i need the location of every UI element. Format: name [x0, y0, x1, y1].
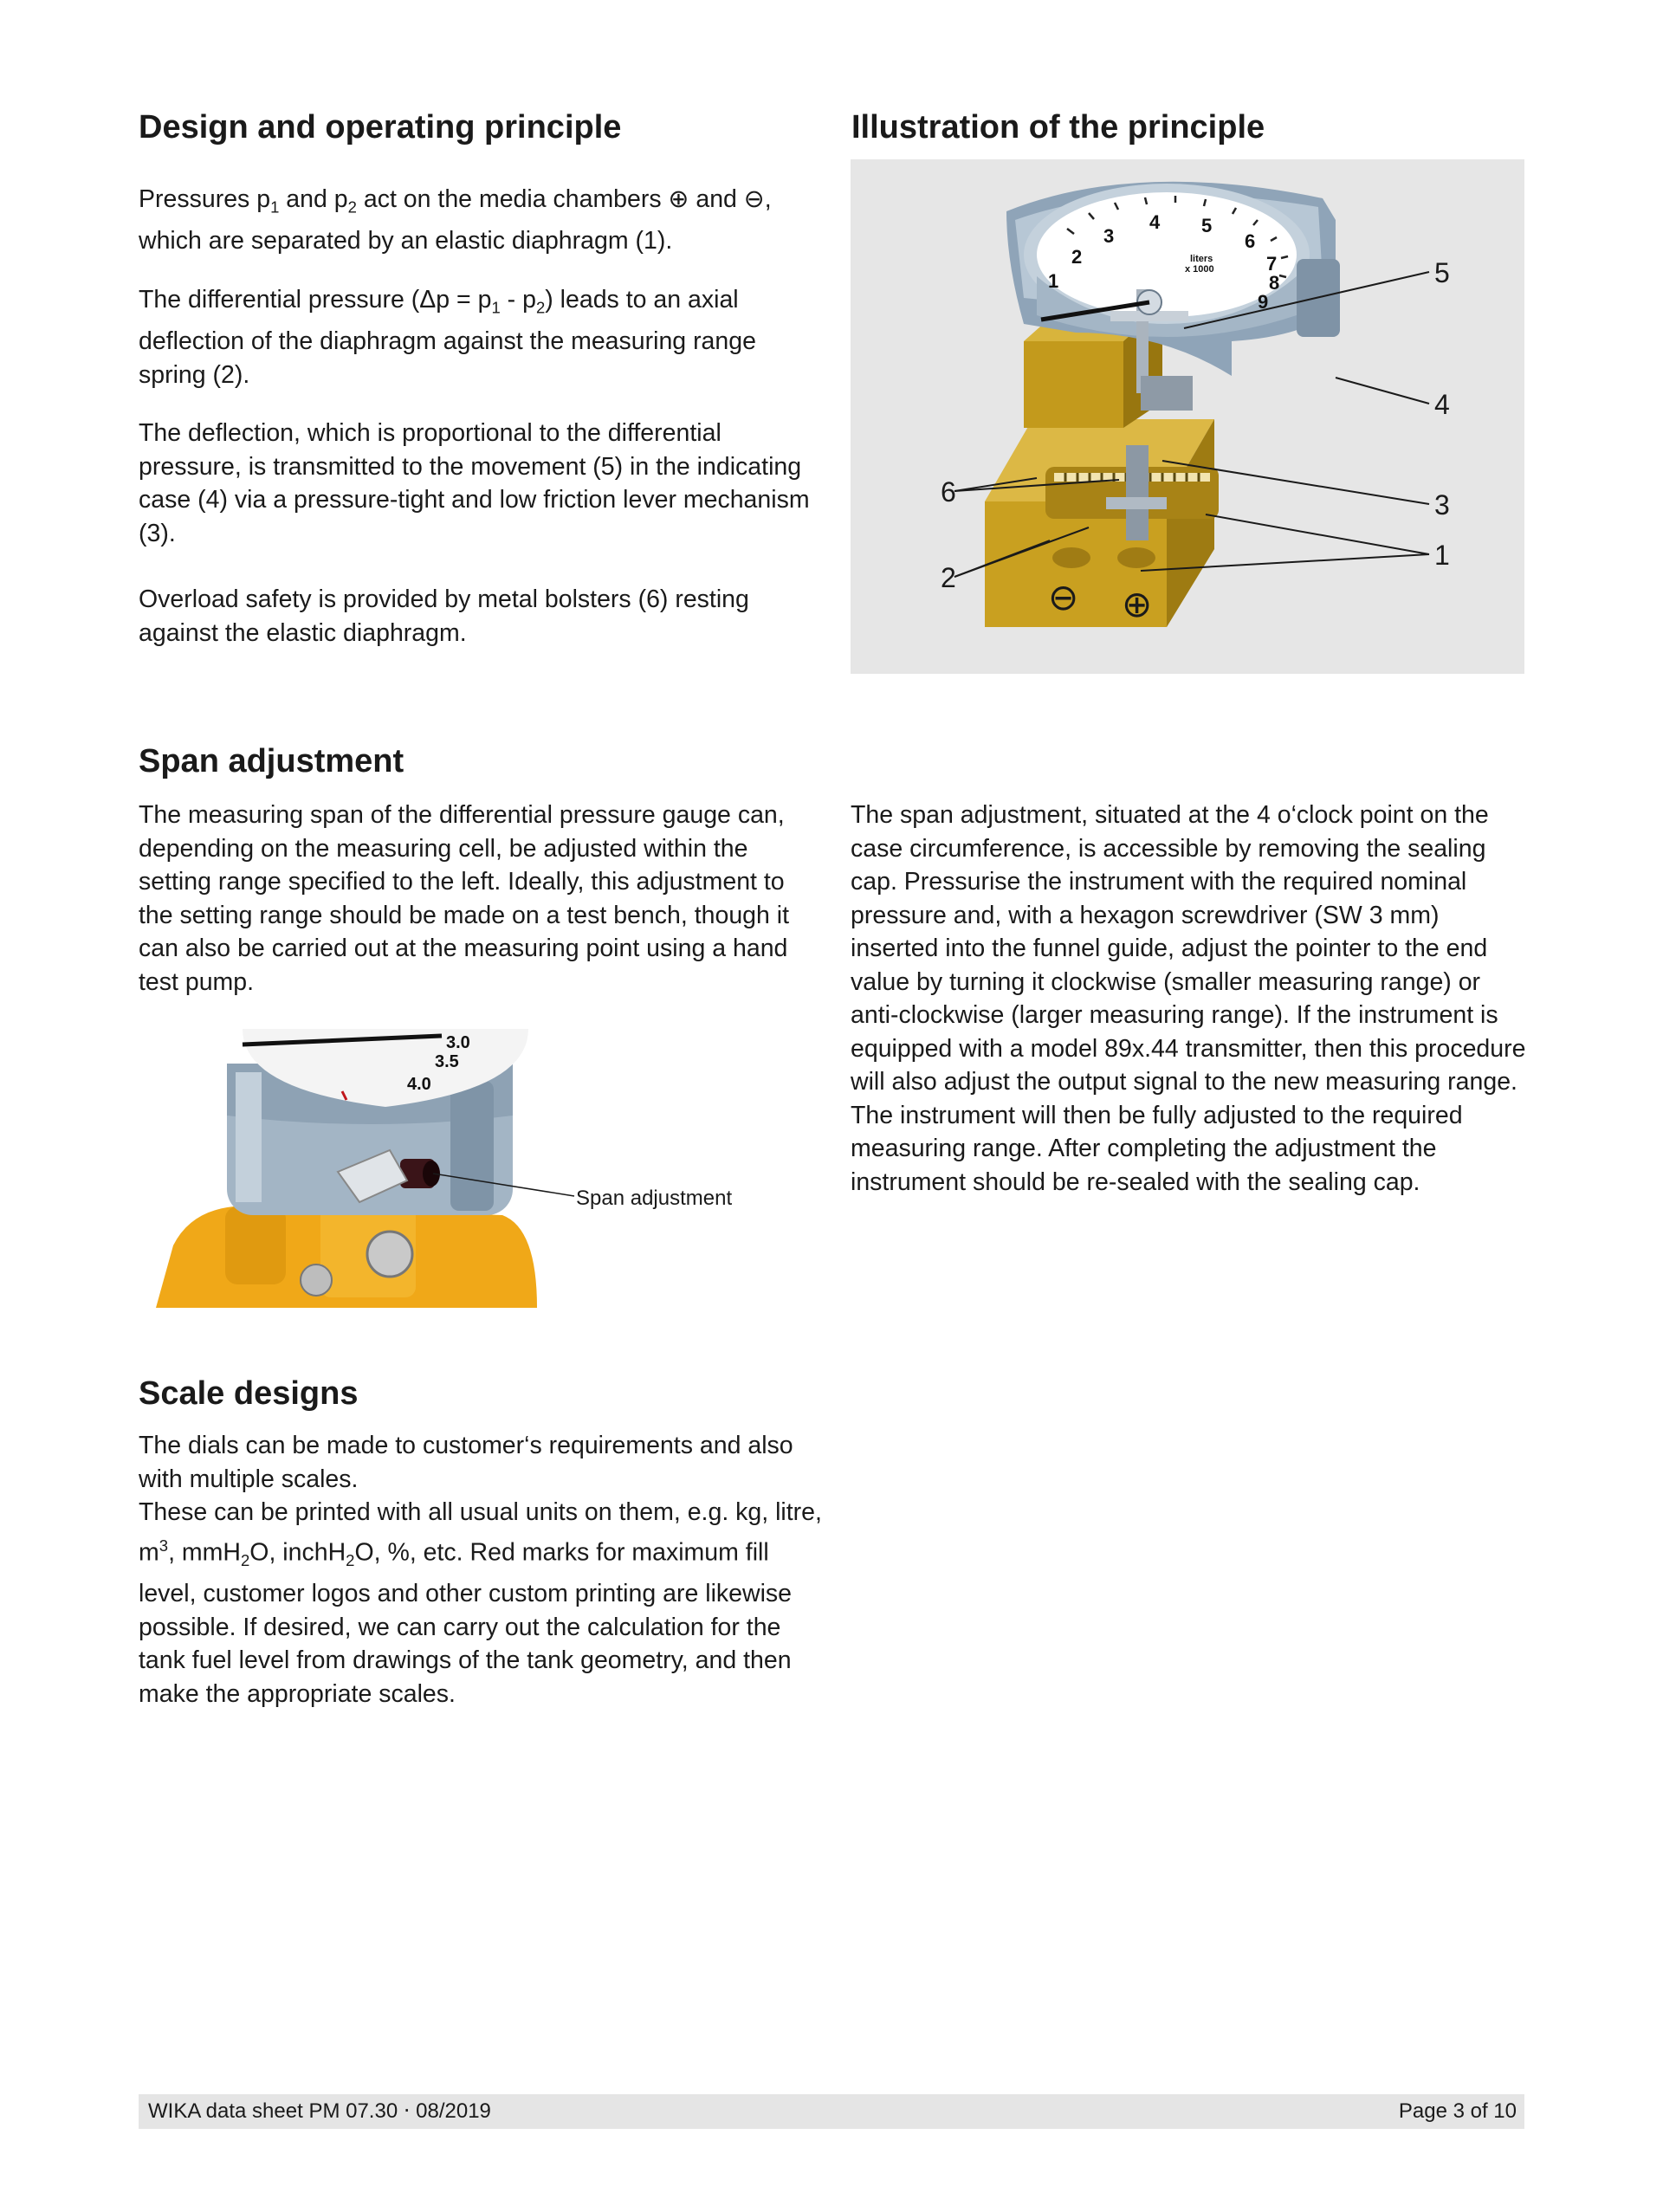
- scale-paragraph-1: The dials can be made to customer‘s requirements and also with multiple scales.: [139, 1432, 793, 1493]
- svg-text:4: 4: [1434, 389, 1450, 420]
- design-title: Design and operating principle: [139, 109, 622, 146]
- svg-text:8: 8: [1269, 272, 1280, 294]
- scale-paragraph-2: These can be printed with all usual units on them, e.g. kg, litre, $m^3$, mmH$_2$O, inchH$_2$O, %, etc. Red marks for maximum fill level, customer logos and other custom printing are likewise possible. If desired, we can carry out the calculation for the tank fuel level from drawings of the tank geometry, and then make the appropriate scales.: [139, 1498, 822, 1708]
- design-paragraph-1: Pressures $p_1$ and $p_2$ act on the media chambers ⊕ and ⊖, which are separated by an elastic diaphragm (1).: [139, 185, 772, 255]
- svg-text:4: 4: [1149, 211, 1161, 233]
- svg-text:3.5: 3.5: [435, 1052, 459, 1071]
- svg-text:6: 6: [941, 476, 956, 508]
- design-paragraph-2: The differential pressure $(\Delta p = p_1 - p_2)$ leads to an axial deflection of the diaphragm against the measuring range spring (2).: [139, 286, 756, 389]
- svg-text:5: 5: [1201, 215, 1213, 236]
- svg-text:3.0: 3.0: [446, 1033, 470, 1052]
- svg-text:4.0: 4.0: [407, 1075, 431, 1094]
- svg-text:2: 2: [941, 562, 956, 593]
- svg-text:1: 1: [1048, 270, 1059, 292]
- svg-text:7: 7: [1266, 253, 1278, 275]
- svg-text:1: 1: [1434, 540, 1450, 571]
- gauge-case: [227, 1029, 528, 1215]
- footer-page-number: Page 3 of 10: [1398, 2099, 1517, 2123]
- principle-illustration: [851, 159, 1524, 674]
- svg-text:3: 3: [1434, 489, 1450, 521]
- svg-text:liters: liters: [1190, 254, 1213, 264]
- design-paragraph-3: The deflection, which is proportional to the differential pressure, is transmitted to the movement (5) in the indicating case (4) via a pressure-tight and low friction lever mechanism (3).: [139, 419, 810, 547]
- svg-text:2: 2: [1071, 246, 1083, 268]
- span-adjustment-label: Span adjustment: [576, 1187, 733, 1210]
- span-text-right: The span adjustment, situated at the 4 o‘clock point on the case circumference, is accessible by removing the sealing cap. Pressurise the instrument with the required nominal pressure and, with a hexagon screwdriver (SW 3 mm) inserted into the funnel guide, adjust the pointer to the end value by turning it clockwise (smaller measuring range) or anti-clockwise (larger measuring range). If the instrument is equipped with a model 89x.44 transmitter, then this procedure will also adjust the output signal to the new measuring range. The instrument will then be fully adjusted to the required measuring range. After completing the adjustment the instrument should be re-sealed with the sealing cap.: [851, 801, 1526, 1196]
- svg-text:3: 3: [1103, 225, 1115, 247]
- span-adjustment-illustration: [156, 1029, 762, 1308]
- svg-text:⊖: ⊖: [1048, 576, 1079, 618]
- svg-text:9: 9: [1258, 291, 1269, 313]
- design-paragraph-4: Overload safety is provided by metal bolsters (6) resting against the elastic diaphragm.: [139, 585, 749, 647]
- illustration-title: Illustration of the principle: [851, 109, 1265, 146]
- span-text-left: The measuring span of the differential pressure gauge can, depending on the measuring cell, be adjusted within the setting range specified to the left. Ideally, this adjustment to the setting range should be made on a test bench, though it can also be carried out at the measuring point using a hand test pump.: [139, 801, 790, 996]
- svg-text:5: 5: [1434, 257, 1450, 288]
- svg-text:⊕: ⊕: [1122, 583, 1153, 625]
- svg-text:x 1000: x 1000: [1185, 264, 1214, 275]
- measuring-cell-body: [985, 307, 1219, 627]
- footer-document-id: WIKA data sheet PM 07.30 ⋅ 08/2019: [148, 2099, 491, 2123]
- page-footer: [139, 2094, 1524, 2129]
- span-title: Span adjustment: [139, 743, 404, 779]
- svg-text:6: 6: [1245, 230, 1256, 252]
- scale-title: Scale designs: [139, 1375, 359, 1412]
